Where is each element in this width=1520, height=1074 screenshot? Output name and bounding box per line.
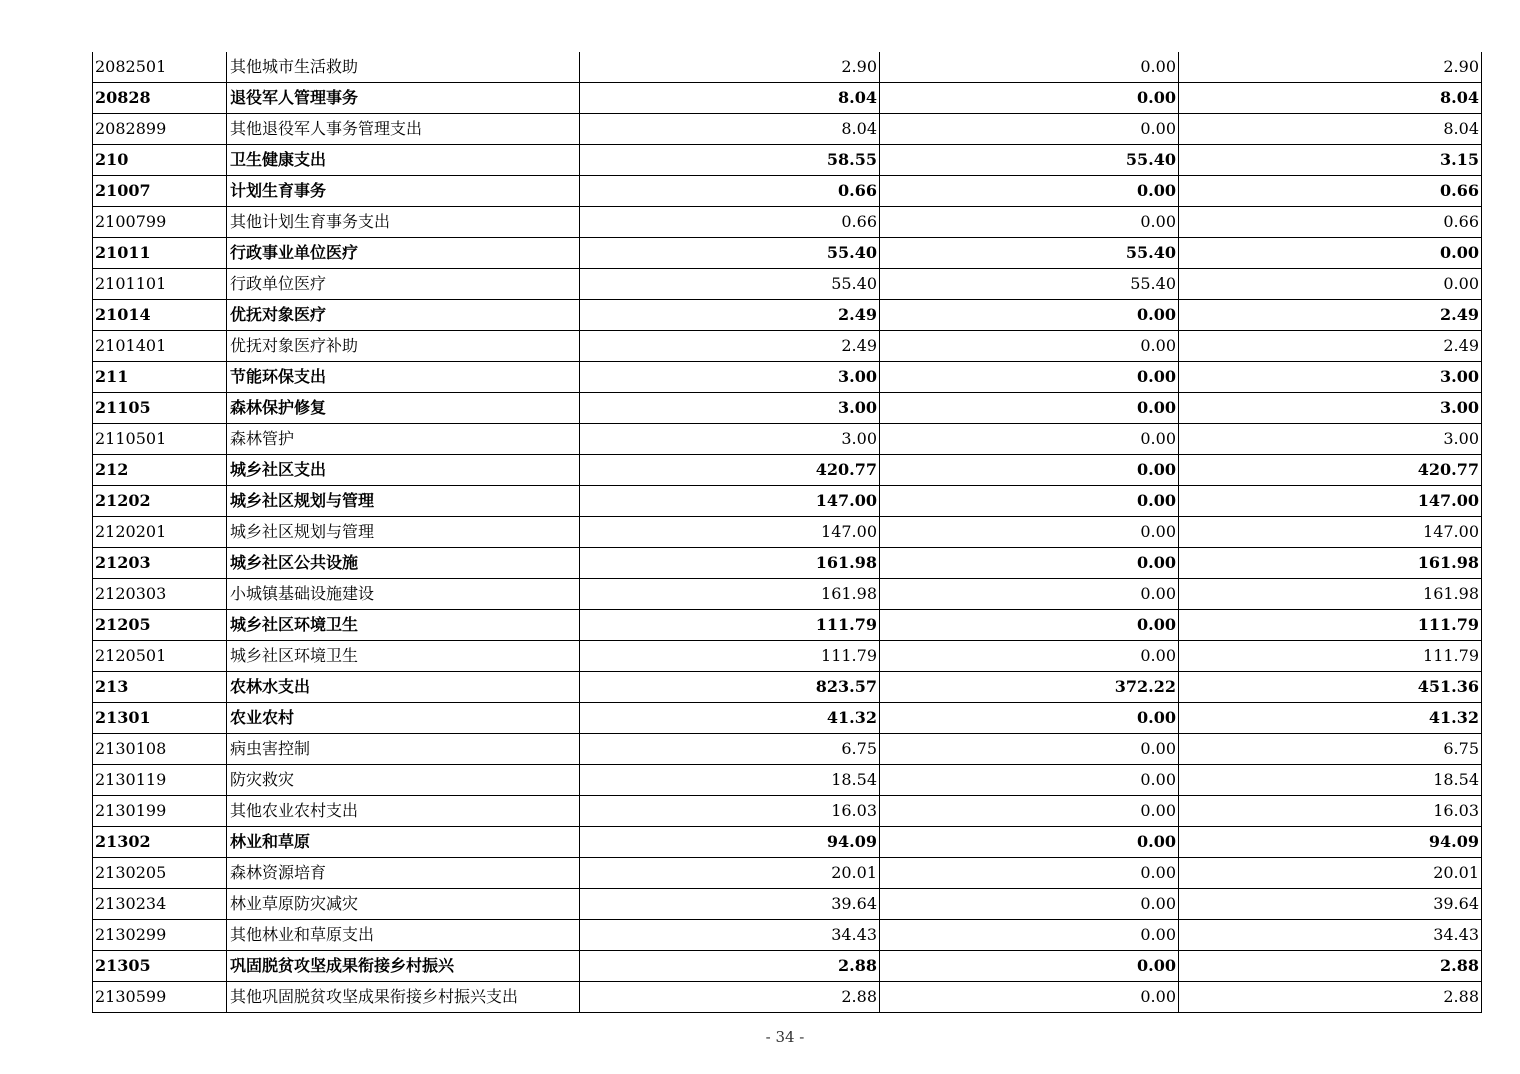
project-expenditure-cell: 2.49 [1179, 300, 1482, 331]
project-expenditure-cell: 20.01 [1179, 858, 1482, 889]
project-expenditure-cell: 0.00 [1179, 238, 1482, 269]
basic-expenditure-cell: 0.00 [880, 517, 1179, 548]
basic-expenditure-cell: 0.00 [880, 455, 1179, 486]
project-expenditure-cell: 8.04 [1179, 83, 1482, 114]
subject-name-cell: 行政事业单位医疗 [227, 238, 580, 269]
total-amount-cell: 823.57 [580, 672, 880, 703]
subject-code-cell: 2120201 [93, 517, 227, 548]
table-row [93, 114, 1482, 145]
project-expenditure-cell: 451.36 [1179, 672, 1482, 703]
table-row [93, 765, 1482, 796]
total-amount-cell: 161.98 [580, 548, 880, 579]
project-expenditure-cell: 3.15 [1179, 145, 1482, 176]
basic-expenditure-cell: 0.00 [880, 827, 1179, 858]
table-row [93, 424, 1482, 455]
total-amount-cell: 147.00 [580, 517, 880, 548]
basic-expenditure-cell: 0.00 [880, 393, 1179, 424]
subject-code-cell: 2130205 [93, 858, 227, 889]
project-expenditure-cell: 3.00 [1179, 393, 1482, 424]
subject-name-cell: 城乡社区规划与管理 [227, 517, 580, 548]
table-row [93, 486, 1482, 517]
total-amount-cell: 2.49 [580, 331, 880, 362]
table-row [93, 858, 1482, 889]
subject-name-cell: 森林管护 [227, 424, 580, 455]
table-row [93, 517, 1482, 548]
basic-expenditure-cell: 0.00 [880, 207, 1179, 238]
project-expenditure-cell: 2.88 [1179, 982, 1482, 1013]
basic-expenditure-cell: 0.00 [880, 424, 1179, 455]
basic-expenditure-cell: 0.00 [880, 641, 1179, 672]
table-row [93, 672, 1482, 703]
subject-name-cell: 卫生健康支出 [227, 145, 580, 176]
project-expenditure-cell: 111.79 [1179, 641, 1482, 672]
table-row [93, 145, 1482, 176]
subject-code-cell: 21302 [93, 827, 227, 858]
subject-code-cell: 21301 [93, 703, 227, 734]
project-expenditure-cell: 147.00 [1179, 517, 1482, 548]
total-amount-cell: 2.49 [580, 300, 880, 331]
table-row [93, 331, 1482, 362]
subject-code-cell: 21011 [93, 238, 227, 269]
subject-name-cell: 其他退役军人事务管理支出 [227, 114, 580, 145]
budget-table [92, 52, 1482, 1013]
project-expenditure-cell: 3.00 [1179, 424, 1482, 455]
basic-expenditure-cell: 0.00 [880, 300, 1179, 331]
basic-expenditure-cell: 0.00 [880, 951, 1179, 982]
table-row [93, 269, 1482, 300]
subject-code-cell: 21105 [93, 393, 227, 424]
subject-code-cell: 213 [93, 672, 227, 703]
total-amount-cell: 0.66 [580, 207, 880, 238]
project-expenditure-cell: 111.79 [1179, 610, 1482, 641]
basic-expenditure-cell: 0.00 [880, 858, 1179, 889]
table-row [93, 579, 1482, 610]
basic-expenditure-cell: 55.40 [880, 145, 1179, 176]
subject-name-cell: 城乡社区环境卫生 [227, 641, 580, 672]
total-amount-cell: 3.00 [580, 393, 880, 424]
subject-name-cell: 城乡社区公共设施 [227, 548, 580, 579]
subject-name-cell: 林业草原防灾减灾 [227, 889, 580, 920]
table-row [93, 982, 1482, 1013]
table-row [93, 83, 1482, 114]
basic-expenditure-cell: 0.00 [880, 114, 1179, 145]
project-expenditure-cell: 161.98 [1179, 579, 1482, 610]
project-expenditure-cell: 34.43 [1179, 920, 1482, 951]
total-amount-cell: 94.09 [580, 827, 880, 858]
total-amount-cell: 20.01 [580, 858, 880, 889]
table-row [93, 734, 1482, 765]
total-amount-cell: 2.88 [580, 951, 880, 982]
subject-code-cell: 2101101 [93, 269, 227, 300]
total-amount-cell: 3.00 [580, 424, 880, 455]
project-expenditure-cell: 420.77 [1179, 455, 1482, 486]
subject-name-cell: 城乡社区环境卫生 [227, 610, 580, 641]
table-row [93, 703, 1482, 734]
basic-expenditure-cell: 0.00 [880, 362, 1179, 393]
subject-code-cell: 2130199 [93, 796, 227, 827]
page-number: - 34 - [765, 1028, 805, 1046]
subject-code-cell: 2130119 [93, 765, 227, 796]
total-amount-cell: 18.54 [580, 765, 880, 796]
table-row [93, 300, 1482, 331]
table-row [93, 238, 1482, 269]
total-amount-cell: 16.03 [580, 796, 880, 827]
total-amount-cell: 55.40 [580, 269, 880, 300]
subject-name-cell: 病虫害控制 [227, 734, 580, 765]
project-expenditure-cell: 18.54 [1179, 765, 1482, 796]
subject-code-cell: 210 [93, 145, 227, 176]
project-expenditure-cell: 2.88 [1179, 951, 1482, 982]
total-amount-cell: 58.55 [580, 145, 880, 176]
basic-expenditure-cell: 0.00 [880, 486, 1179, 517]
project-expenditure-cell: 147.00 [1179, 486, 1482, 517]
subject-name-cell: 城乡社区规划与管理 [227, 486, 580, 517]
subject-name-cell: 森林资源培育 [227, 858, 580, 889]
table-row [93, 920, 1482, 951]
table-row [93, 951, 1482, 982]
subject-code-cell: 21305 [93, 951, 227, 982]
total-amount-cell: 420.77 [580, 455, 880, 486]
project-expenditure-cell: 2.49 [1179, 331, 1482, 362]
basic-expenditure-cell: 0.00 [880, 579, 1179, 610]
total-amount-cell: 2.90 [580, 52, 880, 83]
table-row [93, 52, 1482, 83]
total-amount-cell: 111.79 [580, 610, 880, 641]
basic-expenditure-cell: 0.00 [880, 703, 1179, 734]
total-amount-cell: 161.98 [580, 579, 880, 610]
basic-expenditure-cell: 0.00 [880, 83, 1179, 114]
table-row [93, 889, 1482, 920]
basic-expenditure-cell: 0.00 [880, 610, 1179, 641]
total-amount-cell: 0.66 [580, 176, 880, 207]
table-row [93, 455, 1482, 486]
subject-code-cell: 211 [93, 362, 227, 393]
subject-code-cell: 212 [93, 455, 227, 486]
basic-expenditure-cell: 0.00 [880, 331, 1179, 362]
basic-expenditure-cell: 55.40 [880, 238, 1179, 269]
budget-table-body [93, 52, 1482, 1013]
subject-name-cell: 其他计划生育事务支出 [227, 207, 580, 238]
subject-name-cell: 其他城市生活救助 [227, 52, 580, 83]
subject-name-cell: 农林水支出 [227, 672, 580, 703]
subject-code-cell: 2130599 [93, 982, 227, 1013]
subject-name-cell: 行政单位医疗 [227, 269, 580, 300]
project-expenditure-cell: 3.00 [1179, 362, 1482, 393]
subject-name-cell: 其他巩固脱贫攻坚成果衔接乡村振兴支出 [227, 982, 580, 1013]
total-amount-cell: 147.00 [580, 486, 880, 517]
subject-code-cell: 21203 [93, 548, 227, 579]
subject-code-cell: 2130234 [93, 889, 227, 920]
subject-code-cell: 21205 [93, 610, 227, 641]
subject-name-cell: 防灾救灾 [227, 765, 580, 796]
table-row [93, 393, 1482, 424]
total-amount-cell: 6.75 [580, 734, 880, 765]
total-amount-cell: 2.88 [580, 982, 880, 1013]
project-expenditure-cell: 0.66 [1179, 207, 1482, 238]
basic-expenditure-cell: 0.00 [880, 548, 1179, 579]
subject-code-cell: 2082899 [93, 114, 227, 145]
project-expenditure-cell: 6.75 [1179, 734, 1482, 765]
table-row [93, 610, 1482, 641]
project-expenditure-cell: 2.90 [1179, 52, 1482, 83]
subject-name-cell: 其他农业农村支出 [227, 796, 580, 827]
basic-expenditure-cell: 372.22 [880, 672, 1179, 703]
subject-code-cell: 2130299 [93, 920, 227, 951]
table-row [93, 176, 1482, 207]
table-row [93, 796, 1482, 827]
table-row [93, 641, 1482, 672]
subject-code-cell: 2120501 [93, 641, 227, 672]
project-expenditure-cell: 94.09 [1179, 827, 1482, 858]
total-amount-cell: 34.43 [580, 920, 880, 951]
project-expenditure-cell: 0.00 [1179, 269, 1482, 300]
subject-name-cell: 退役军人管理事务 [227, 83, 580, 114]
subject-name-cell: 其他林业和草原支出 [227, 920, 580, 951]
subject-name-cell: 小城镇基础设施建设 [227, 579, 580, 610]
subject-name-cell: 农业农村 [227, 703, 580, 734]
subject-name-cell: 森林保护修复 [227, 393, 580, 424]
total-amount-cell: 3.00 [580, 362, 880, 393]
total-amount-cell: 39.64 [580, 889, 880, 920]
subject-name-cell: 巩固脱贫攻坚成果衔接乡村振兴 [227, 951, 580, 982]
subject-code-cell: 2120303 [93, 579, 227, 610]
total-amount-cell: 55.40 [580, 238, 880, 269]
basic-expenditure-cell: 0.00 [880, 52, 1179, 83]
basic-expenditure-cell: 0.00 [880, 889, 1179, 920]
project-expenditure-cell: 8.04 [1179, 114, 1482, 145]
table-row [93, 827, 1482, 858]
subject-name-cell: 优抚对象医疗 [227, 300, 580, 331]
subject-name-cell: 计划生育事务 [227, 176, 580, 207]
project-expenditure-cell: 41.32 [1179, 703, 1482, 734]
total-amount-cell: 8.04 [580, 114, 880, 145]
project-expenditure-cell: 39.64 [1179, 889, 1482, 920]
subject-code-cell: 21202 [93, 486, 227, 517]
table-row [93, 362, 1482, 393]
total-amount-cell: 111.79 [580, 641, 880, 672]
subject-name-cell: 城乡社区支出 [227, 455, 580, 486]
subject-code-cell: 2130108 [93, 734, 227, 765]
basic-expenditure-cell: 0.00 [880, 796, 1179, 827]
table-row [93, 207, 1482, 238]
total-amount-cell: 41.32 [580, 703, 880, 734]
subject-code-cell: 2082501 [93, 52, 227, 83]
subject-name-cell: 优抚对象医疗补助 [227, 331, 580, 362]
subject-code-cell: 2101401 [93, 331, 227, 362]
project-expenditure-cell: 0.66 [1179, 176, 1482, 207]
subject-name-cell: 林业和草原 [227, 827, 580, 858]
basic-expenditure-cell: 0.00 [880, 982, 1179, 1013]
project-expenditure-cell: 161.98 [1179, 548, 1482, 579]
basic-expenditure-cell: 0.00 [880, 176, 1179, 207]
subject-code-cell: 2110501 [93, 424, 227, 455]
basic-expenditure-cell: 0.00 [880, 920, 1179, 951]
subject-code-cell: 2100799 [93, 207, 227, 238]
subject-code-cell: 21014 [93, 300, 227, 331]
basic-expenditure-cell: 0.00 [880, 734, 1179, 765]
basic-expenditure-cell: 55.40 [880, 269, 1179, 300]
subject-code-cell: 20828 [93, 83, 227, 114]
subject-code-cell: 21007 [93, 176, 227, 207]
project-expenditure-cell: 16.03 [1179, 796, 1482, 827]
subject-name-cell: 节能环保支出 [227, 362, 580, 393]
total-amount-cell: 8.04 [580, 83, 880, 114]
basic-expenditure-cell: 0.00 [880, 765, 1179, 796]
table-row [93, 548, 1482, 579]
